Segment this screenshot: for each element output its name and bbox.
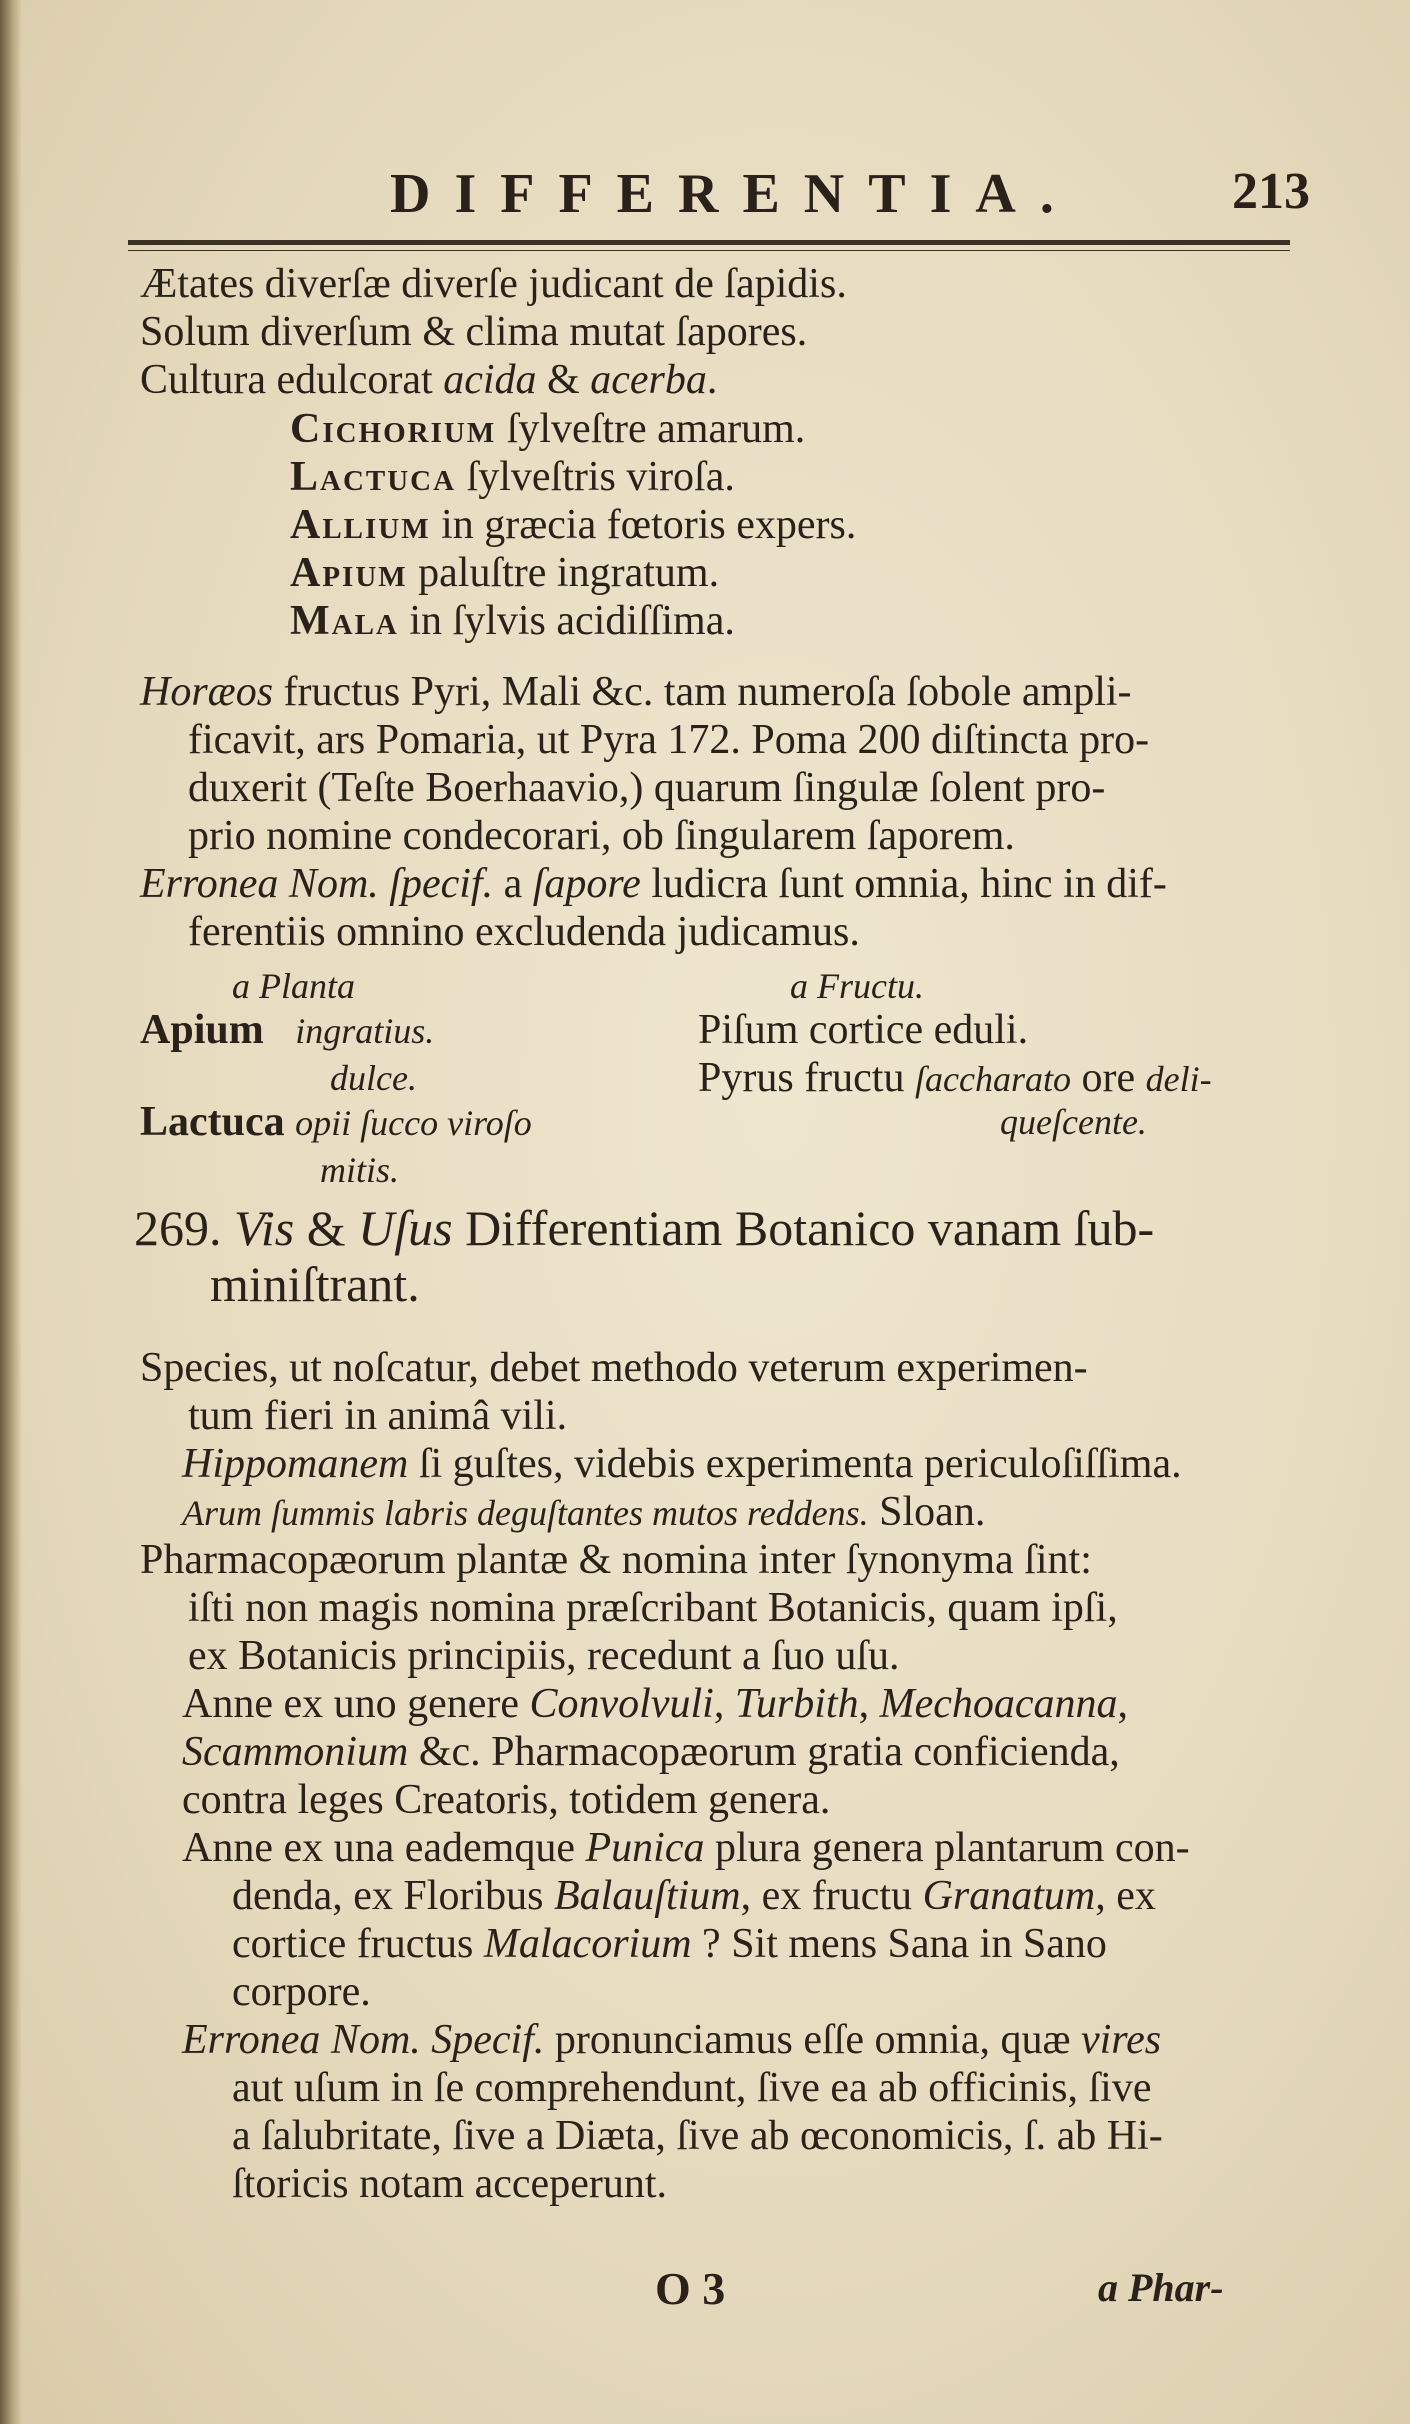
text-line: iſti non magis nomina præſcribant Botanicis, quam ipſi, bbox=[188, 1585, 1118, 1631]
page-header bbox=[390, 162, 1310, 225]
section-heading: 269. Vis & Uſus Differentiam Botanico vanam ſub- bbox=[134, 1200, 1155, 1256]
plant-entry: Lactuca ſylveſtris viroſa. bbox=[290, 454, 735, 500]
plant-entry: Apium paluſtre ingratum. bbox=[290, 550, 720, 596]
text-line: ferentiis omnino excludenda judicamus. bbox=[188, 909, 860, 955]
plant-entry: Mala in ſylvis acidiſſima. bbox=[290, 598, 735, 644]
table-row: dulce. bbox=[330, 1058, 417, 1098]
text-line: Cultura edulcorat acida & acerba. bbox=[140, 357, 718, 403]
column-heading-plant: a Planta bbox=[232, 966, 355, 1006]
text-line: Erronea Nom. ſpecif. a ſapore ludicra ſunt omnia, hinc in dif- bbox=[140, 861, 1167, 907]
text-line: prio nomine condecorari, ob ſingularem ſaporem. bbox=[188, 813, 1015, 859]
catchword: a Phar- bbox=[1098, 2265, 1224, 2310]
text-line: cortice fructus Malacorium ? Sit mens Sana in Sano bbox=[232, 1921, 1107, 1967]
text-line: denda, ex Floribus Balauſtium, ex fructu Granatum, ex bbox=[232, 1873, 1156, 1919]
text-line: Anne ex uno genere Convolvuli, Turbith, Mechoacanna, bbox=[182, 1681, 1128, 1727]
text-line: Anne ex una eademque Punica plura genera plantarum con- bbox=[182, 1825, 1190, 1871]
text-line: Horæos fructus Pyri, Mali &c. tam numeroſa ſobole ampli- bbox=[140, 669, 1132, 715]
table-row: Pyrus fructu ſaccharato ore deli- bbox=[698, 1055, 1212, 1101]
text-line: corpore. bbox=[232, 1969, 371, 2015]
text-line: Species, ut noſcatur, debet methodo veterum experimen- bbox=[140, 1345, 1088, 1391]
table-row: Lactuca opii ſucco viroſo bbox=[140, 1099, 532, 1145]
text-line: Pharmacopæorum plantæ & nomina inter ſynonyma ſint: bbox=[140, 1537, 1092, 1583]
column-heading-fruit: a Fructu. bbox=[790, 966, 924, 1006]
text-line: contra leges Creatoris, totidem genera. bbox=[182, 1777, 831, 1823]
text-line: ficavit, ars Pomaria, ut Pyra 172. Poma 200 diſtincta pro- bbox=[188, 717, 1150, 763]
text-line: ſtoricis notam acceperunt. bbox=[232, 2161, 667, 2207]
text-line: Hippomanem ſi guſtes, videbis experimenta periculoſiſſima. bbox=[182, 1441, 1182, 1487]
plant-entry: Allium in græcia fœtoris expers. bbox=[290, 502, 857, 548]
text-line: tum fieri in animâ vili. bbox=[188, 1393, 568, 1439]
text-line: Erronea Nom. Specif. pronunciamus eſſe omnia, quæ vires bbox=[182, 2017, 1162, 2063]
running-title: DIFFERENTIA. bbox=[390, 163, 1078, 225]
plant-entry: Cichorium ſylveſtre amarum. bbox=[290, 406, 806, 452]
text-line: Solum diverſum & clima mutat ſapores. bbox=[140, 309, 808, 355]
text-line: duxerit (Teſte Boerhaavio,) quarum ſingulæ ſolent pro- bbox=[188, 765, 1106, 811]
header-rule-thin bbox=[128, 250, 1290, 251]
table-row: Piſum cortice eduli. bbox=[698, 1007, 1029, 1053]
page-gutter-shadow bbox=[0, 0, 22, 2424]
table-row: Apium ingratius. bbox=[140, 1007, 435, 1053]
section-heading: miniſtrant. bbox=[210, 1256, 420, 1312]
text-line: Scammonium &c. Pharmacopæorum gratia conficienda, bbox=[182, 1729, 1120, 1775]
text-line: Ætates diverſæ diverſe judicant de ſapidis. bbox=[140, 261, 847, 307]
text-line: aut uſum in ſe comprehendunt, ſive ea ab officinis, ſive bbox=[232, 2065, 1152, 2111]
page-number: 213 bbox=[1232, 163, 1310, 220]
text-line: Arum ſummis labris deguſtantes mutos reddens. Sloan. bbox=[182, 1489, 986, 1535]
table-row: queſcente. bbox=[1000, 1102, 1147, 1142]
table-row: mitis. bbox=[320, 1150, 400, 1190]
text-line: a ſalubritate, ſive a Diæta, ſive ab œconomicis, ſ. ab Hi- bbox=[232, 2113, 1163, 2159]
signature-mark: O 3 bbox=[655, 2263, 726, 2314]
text-line: ex Botanicis principiis, recedunt a ſuo uſu. bbox=[188, 1633, 900, 1679]
header-rule bbox=[128, 240, 1290, 245]
